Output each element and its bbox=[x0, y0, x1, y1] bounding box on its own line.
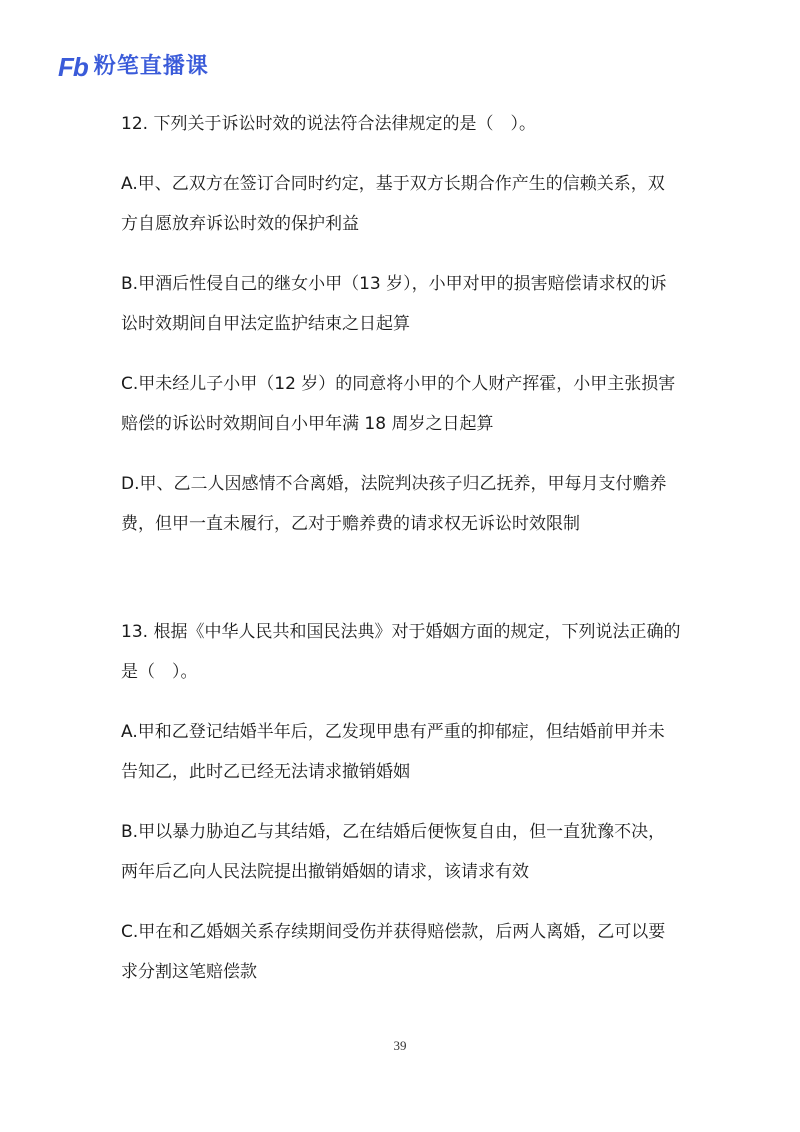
logo-text: 粉笔直播课 bbox=[93, 54, 209, 79]
page-number: 39 bbox=[393, 1038, 407, 1053]
option-a: A.甲、乙双方在签订合同时约定，基于双方长期合作产生的信赖关系，双方自愿放弃诉讼时效的保护利益 bbox=[121, 174, 665, 234]
question-spacer bbox=[121, 564, 681, 612]
brand-logo bbox=[58, 54, 209, 80]
option-d: D.甲、乙二人因感情不合离婚，法院判决孩子归乙抚养，甲每月支付赡养费，但甲一直未履行，乙对于赡养费的请求权无诉讼时效限制 bbox=[121, 474, 667, 534]
option-a: A.甲和乙登记结婚半年后，乙发现甲患有严重的抑郁症，但结婚前甲并未告知乙，此时乙已经无法请求撤销婚姻 bbox=[121, 722, 665, 782]
question-title: 13. 根据《中华人民共和国民法典》对于婚姻方面的规定，下列说法正确的是（ ）。 bbox=[121, 622, 681, 682]
logo-mark: Fb bbox=[58, 52, 88, 82]
option-b: B.甲以暴力胁迫乙与其结婚，乙在结婚后便恢复自由，但一直犹豫不决，两年后乙向人民法院提出撤销婚姻的请求，该请求有效 bbox=[121, 822, 666, 882]
question-13 bbox=[121, 612, 681, 992]
page-content bbox=[121, 104, 681, 1012]
option-b: B.甲酒后性侵自己的继女小甲（13 岁），小甲对甲的损害赔偿请求权的诉讼时效期间自甲法定监护结束之日起算 bbox=[121, 274, 667, 334]
question-title: 12. 下列关于诉讼时效的说法符合法律规定的是（ ）。 bbox=[121, 114, 536, 134]
question-12 bbox=[121, 104, 681, 544]
option-c: C.甲未经儿子小甲（12 岁）的同意将小甲的个人财产挥霍，小甲主张损害赔偿的诉讼时效期间自小甲年满 18 周岁之日起算 bbox=[121, 374, 676, 434]
option-c: C.甲在和乙婚姻关系存续期间受伤并获得赔偿款，后两人离婚，乙可以要求分割这笔赔偿款 bbox=[121, 922, 666, 982]
